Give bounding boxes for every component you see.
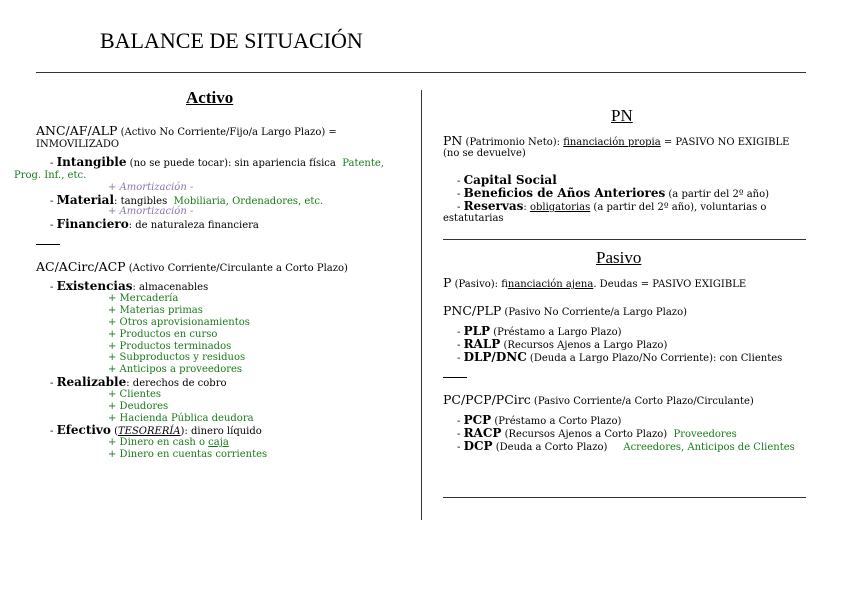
short-divider (443, 377, 467, 378)
list-item: + Clientes (108, 389, 162, 400)
pc-item-desc: (Recursos Ajenos a Corto Plazo) (501, 429, 668, 440)
obligatorias-term: obligatorias (529, 202, 591, 213)
ac-desc: (Activo Corriente/Circulante a Corto Plazo) (128, 263, 348, 274)
material-examples: Mobiliaria, Ordenadores, etc. (173, 196, 324, 207)
reservas-cont: estatutarias (443, 213, 504, 224)
pc-item: - PCP (Préstamo a Corto Plazo) (457, 413, 622, 427)
list-item: + Mercadería (108, 293, 179, 304)
caja-term: caja (208, 437, 229, 448)
list-item: + Productos en curso (108, 329, 218, 340)
pn-abbr: PN (443, 133, 463, 148)
list-item: + Subproductos y residuos (108, 352, 246, 363)
pn-item-desc: (a partir del 2º año) (665, 189, 770, 200)
pn-item-label: Beneficios de Años Anteriores (463, 186, 666, 200)
material-line: - Material: tangibles Mobiliaria, Ordenadores, etc. (50, 193, 324, 207)
material-desc: : tangibles (114, 196, 168, 207)
pc-item-label: PCP (463, 413, 492, 427)
list-item: + Dinero en cuentas corrientes (108, 449, 268, 460)
amortizacion-2: + Amortización - (108, 206, 194, 217)
existencias-line: - Existencias: almacenables (50, 279, 209, 293)
material-label: Material (56, 193, 115, 207)
pc-item-label: RACP (463, 426, 502, 440)
list-item: + Materias primas (108, 305, 203, 316)
pn-item-desc: (a partir del 2º año), voluntarias o (590, 202, 767, 213)
realizable-desc: : derechos de cobro (126, 378, 227, 389)
pnc-desc: (Pasivo No Corriente/a Largo Plazo) (501, 307, 687, 318)
pasivo-heading: Pasivo (596, 248, 642, 267)
bottom-divider (443, 497, 806, 498)
pn-desc-a: (Patrimonio Neto): (465, 137, 564, 148)
financiero-line: - Financiero: de naturaleza financiera (50, 217, 259, 231)
pnc-item-desc: (Deuda a Largo Plazo/No Corriente): con Clientes (526, 353, 783, 364)
column-divider (421, 90, 422, 520)
intangible-line: - Intangible (no se puede tocar): sin apariencia física Patente, (50, 155, 384, 169)
existencias-desc: : almacenables (132, 282, 209, 293)
pnc-item: - PLP (Préstamo a Largo Plazo) (457, 324, 622, 338)
list-item: + Deudores (108, 401, 169, 412)
pnc-item-desc: (Recursos Ajenos a Largo Plazo) (500, 340, 668, 351)
activo-heading: Activo (186, 88, 234, 107)
ac-abbr: AC/ACirc/ACP (36, 259, 126, 274)
pc-line (443, 394, 754, 408)
amortizacion-1: + Amortización - (108, 182, 194, 193)
pc-item-green: Proveedores (673, 429, 737, 440)
financiero-label: Financiero (56, 217, 129, 231)
pnc-item-desc: (Préstamo a Largo Plazo) (490, 327, 622, 338)
list-item: + Otros aprovisionamientos (108, 317, 250, 328)
pn-item: - Beneficios de Años Anteriores (a partir del 2º año) (457, 186, 770, 200)
pc-item-label: DCP (463, 439, 493, 453)
document-title: BALANCE DE SITUACIÓN (100, 28, 363, 53)
pnc-item-label: DLP/DNC (463, 350, 527, 364)
efectivo-desc: ): dinero líquido (180, 426, 262, 437)
list-item: + Productos terminados (108, 341, 232, 352)
pnc-item-label: RALP (463, 337, 501, 351)
pc-item-green: Acreedores, Anticipos de Clientes (623, 442, 795, 453)
pn-item: - Reservas: obligatorias (a partir del 2º año), voluntarias o (457, 199, 767, 213)
list-item: + Anticipos a proveedores (108, 364, 243, 375)
realizable-label: Realizable (56, 375, 127, 389)
pn-desc-u: financiación propia (563, 137, 661, 148)
pc-abbr: PC/PCP/PCirc (443, 392, 531, 407)
anc-desc2: INMOVILIZADO (36, 139, 120, 150)
p-desc-u: nanciación ajena (507, 279, 594, 290)
pc-desc: (Pasivo Corriente/a Corto Plazo/Circulante) (530, 396, 754, 407)
anc-abbr: ANC/AF/ALP (36, 123, 118, 138)
realizable-line: - Realizable: derechos de cobro (50, 375, 227, 389)
ac-line (36, 261, 348, 275)
cash-item: + Dinero en cash o (108, 437, 209, 448)
intangible-examples: Patente, (342, 158, 384, 169)
pn-heading: PN (611, 106, 633, 125)
intangible-examples2: Prog. Inf., etc. (14, 170, 87, 181)
intangible-desc: (no se puede tocar): sin apariencia física (129, 158, 336, 169)
financiero-desc: : de naturaleza financiera (128, 220, 259, 231)
efectivo-open: ( (110, 426, 118, 437)
existencias-label: Existencias (56, 279, 133, 293)
pn-line (443, 135, 789, 149)
short-divider (36, 244, 60, 245)
pc-item: - DCP (Deuda a Corto Plazo) Acreedores, Anticipos de Clientes (457, 439, 795, 453)
efectivo-label: Efectivo (56, 423, 111, 437)
p-abbr: P (443, 275, 452, 290)
p-desc-b: . Deudas = PASIVO EXIGIBLE (593, 279, 747, 290)
pc-item: - RACP (Recursos Ajenos a Corto Plazo) Proveedores (457, 426, 737, 440)
p-line (443, 277, 746, 291)
intangible-label: Intangible (56, 155, 127, 169)
anc-desc: (Activo No Corriente/Fijo/a Largo Plazo) = (120, 127, 337, 138)
efectivo-line: - Efectivo (TESORERÍA): dinero líquido (50, 423, 262, 437)
pnc-item: - RALP (Recursos Ajenos a Largo Plazo) (457, 337, 668, 351)
pn-item-label: Reservas (463, 199, 524, 213)
pc-item-desc: (Préstamo a Corto Plazo) (491, 416, 622, 427)
pn-item-desc-pre: : (523, 202, 530, 213)
pn-item: - Capital Social (457, 173, 557, 187)
title-divider (36, 72, 806, 73)
anc-line (36, 125, 337, 139)
pc-item-desc: (Deuda a Corto Plazo) (492, 442, 608, 453)
pnc-item-label: PLP (463, 324, 491, 338)
pn-desc-b: = PASIVO NO EXIGIBLE (660, 137, 790, 148)
pn-desc2: (no se devuelve) (443, 148, 526, 159)
list-item (108, 437, 229, 449)
pn-divider (443, 239, 806, 240)
p-desc-a: (Pasivo): fi (451, 279, 508, 290)
pn-item-label: Capital Social (463, 173, 557, 187)
tesoreria-term: TESORERÍA (117, 426, 181, 437)
list-item: + Hacienda Pública deudora (108, 413, 254, 424)
pnc-abbr: PNC/PLP (443, 303, 502, 318)
pnc-item: - DLP/DNC (Deuda a Largo Plazo/No Corriente): con Clientes (457, 350, 783, 364)
pnc-line (443, 305, 687, 319)
